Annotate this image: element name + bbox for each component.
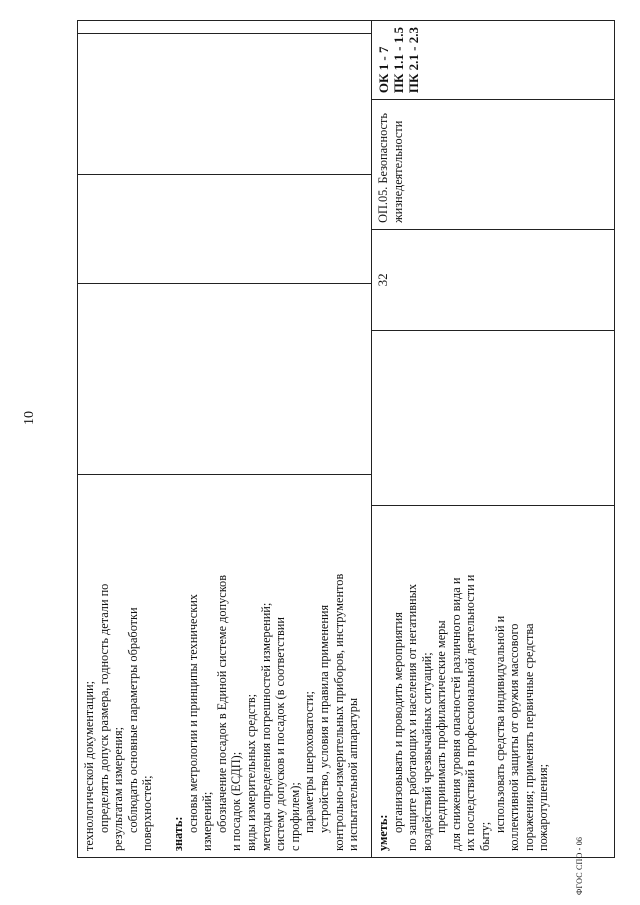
empty-cell — [78, 283, 371, 474]
text-line: поражения; применять первичные средства — [521, 623, 536, 851]
text-line: коллективной защиты от оружия массового — [507, 623, 522, 851]
knowledge-cell — [78, 474, 371, 857]
text-line: с профилем); — [287, 782, 302, 851]
discipline-cell — [78, 33, 371, 174]
able-lines — [391, 512, 552, 851]
text-line: использовать средства индивидуальной и — [492, 615, 507, 833]
hours-cell — [372, 229, 614, 330]
standard-table — [77, 20, 615, 858]
text-line: результатам измерения; — [111, 726, 126, 851]
text-line: систему допусков и посадок (в соответствии — [273, 617, 288, 851]
table-row — [78, 21, 372, 857]
competence-code: ПК 1.1 - 1.5 — [390, 27, 406, 94]
text-line: технологической документации; — [82, 680, 96, 851]
text-line: пожаротушения; — [536, 763, 551, 851]
able-heading: уметь: — [375, 814, 390, 851]
discipline-line: ОП.05. Безопасность — [375, 113, 390, 223]
hours-value: 32 — [374, 273, 390, 287]
codes-cell — [372, 21, 614, 99]
codes-cell — [78, 21, 371, 33]
skills-cell — [372, 505, 614, 857]
competence-code: ПК 2.1 - 2.3 — [405, 27, 421, 94]
content-lines — [82, 481, 155, 851]
text-line: для снижения уровня опасностей различного вида и — [448, 577, 463, 851]
text-line: измерений; — [200, 791, 215, 851]
table-row — [372, 21, 614, 857]
text-line: и посадок (ЕСДП); — [229, 751, 244, 851]
text-line: предпринимать профилактические меры — [434, 620, 449, 833]
text-line: определять допуск размера, годность детали по — [96, 583, 111, 833]
text-line: организовывать и проводить мероприятия — [390, 612, 405, 833]
discipline-line: жизнедеятельности — [390, 120, 405, 223]
text-line: виды измерительных средств; — [243, 693, 258, 851]
footer-label: ФГОС СПО - 06 — [575, 836, 584, 895]
text-line: и испытательной аппаратуры — [346, 697, 361, 851]
hours-cell — [78, 174, 371, 283]
discipline-cell — [372, 99, 614, 229]
text-line: поверхностей; — [140, 775, 155, 851]
page-number: 10 — [22, 411, 37, 425]
text-line: быту; — [478, 821, 493, 851]
text-line: устройство, условия и правила применения — [316, 604, 331, 833]
text-line: основы метрологии и принципы технических — [185, 594, 200, 833]
know-lines — [186, 481, 361, 851]
text-line: контрольно-измерительных приборов, инструментов — [331, 573, 346, 851]
text-line: их последствий в профессиональной деятельности и — [463, 574, 478, 851]
text-line: параметры шероховатости; — [302, 691, 317, 833]
rotated-page-content — [77, 20, 615, 858]
text-line: обозначение посадок в Единой системе допусков — [214, 574, 229, 833]
text-line: соблюдать основные параметры обработки — [125, 607, 140, 833]
text-line: воздействий чрезвычайных ситуаций; — [419, 652, 434, 851]
text-line: методы определения погрешностей измерений; — [258, 602, 273, 851]
empty-cell — [372, 330, 614, 506]
competence-code: ОК 1 - 7 — [375, 46, 391, 94]
know-heading: знать: — [170, 816, 185, 851]
text-line: по защите работающих и населения от негативных — [405, 583, 420, 851]
